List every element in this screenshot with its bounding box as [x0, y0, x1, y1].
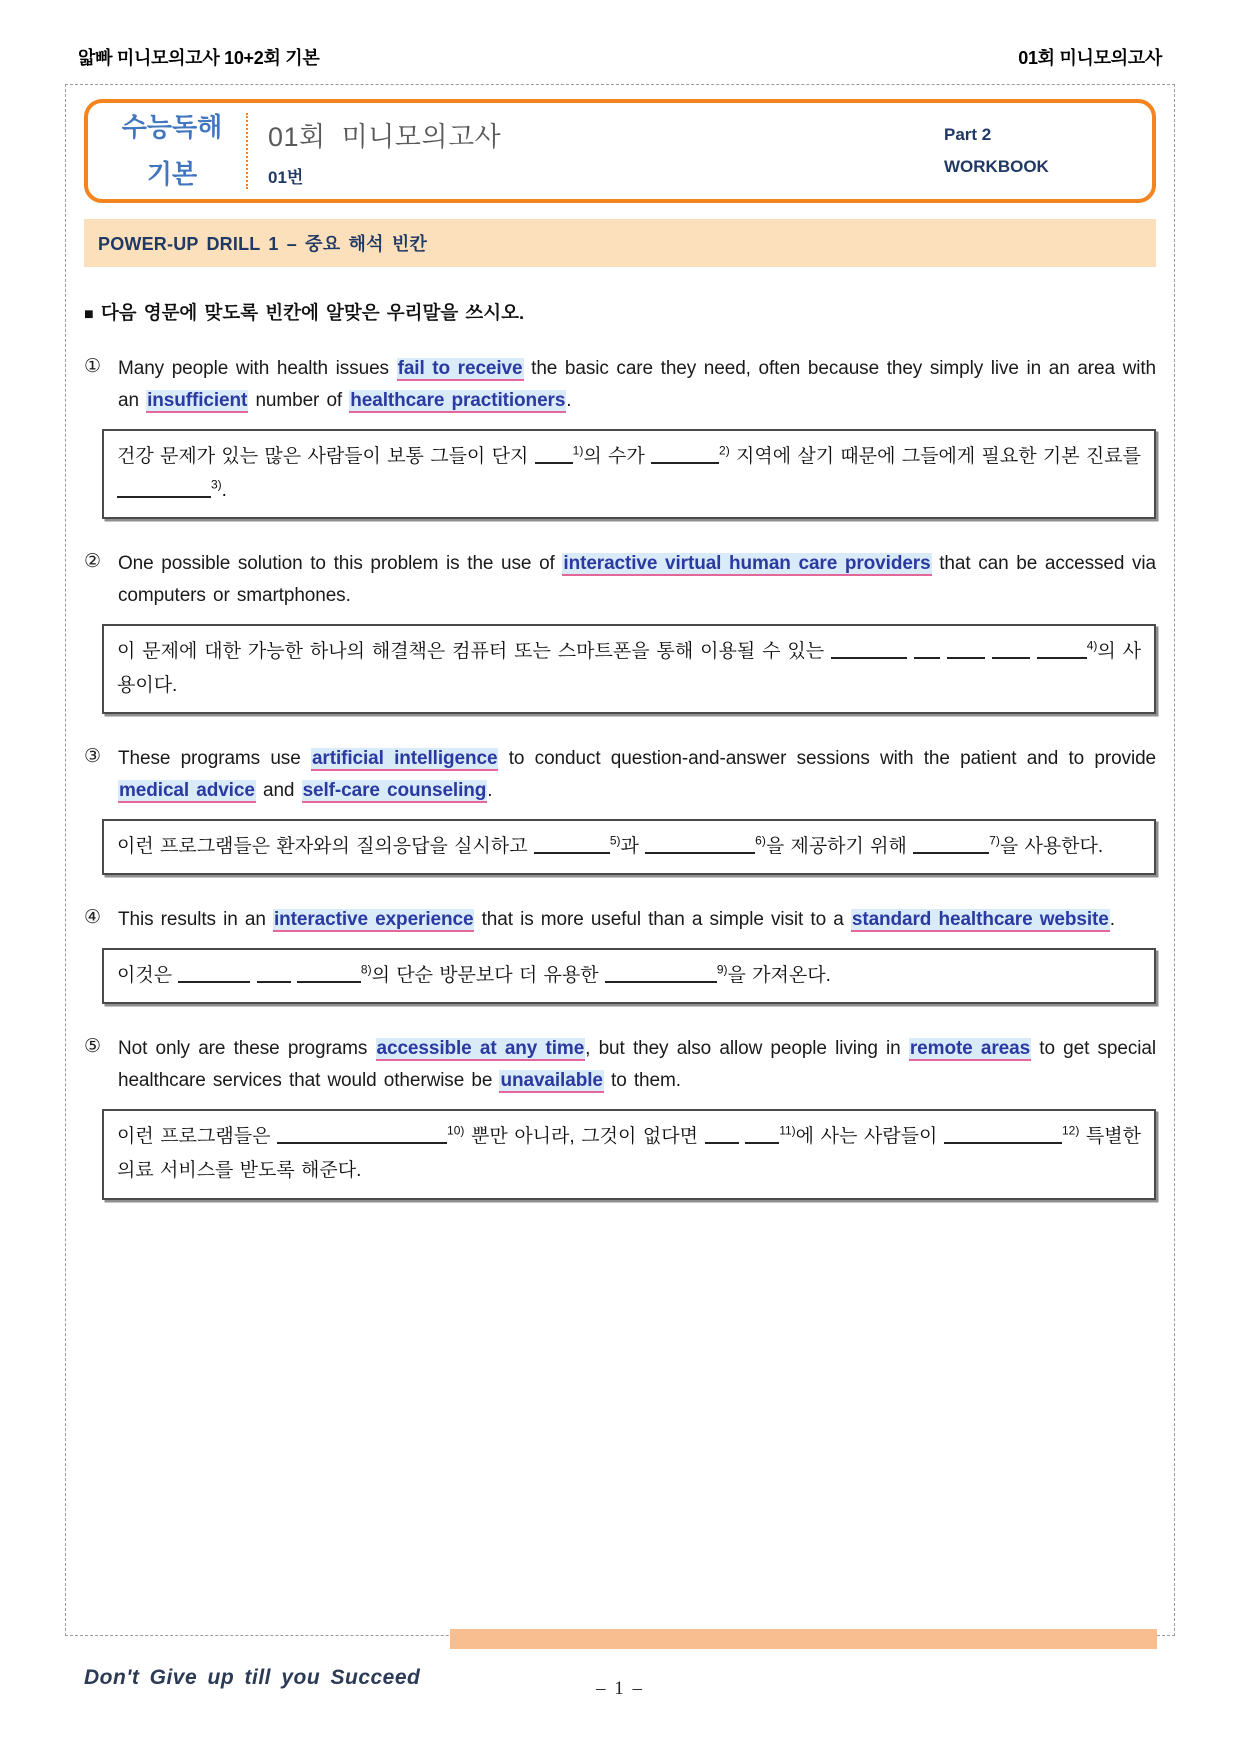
- answer-blank: [705, 1128, 739, 1144]
- highlighted-phrase: medical advice: [119, 780, 255, 802]
- item-number: ①: [84, 356, 102, 377]
- footnote-number: 6): [755, 833, 766, 848]
- item-korean: 이것은 $^{8)}$의 단순 방문보다 더 유용한 $^{9)}$을 가져온다.: [117, 962, 831, 987]
- item-korean-box: [102, 1109, 1156, 1199]
- doc-header-right: 01회 미니모의고사: [1018, 48, 1162, 68]
- highlighted-phrase: interactive virtual human care providers: [563, 553, 931, 575]
- answer-blank: [534, 838, 610, 854]
- item-korean: 건강 문제가 있는 많은 사람들이 보통 그들이 단지 $^{1)}$의 수가 $^{2)}$ 지역에 살기 때문에 그들에게 필요한 기본 진료를 $^{3)}$.: [117, 443, 1141, 501]
- footnote-number: 11): [779, 1123, 796, 1138]
- square-bullet-icon: ■: [84, 306, 94, 323]
- footnote-number: 5): [609, 833, 621, 848]
- footnote-number: 2): [719, 443, 730, 458]
- drill-item: [84, 1033, 1156, 1199]
- drill-item: [84, 353, 1156, 519]
- answer-blank: [944, 1128, 1062, 1144]
- answer-blank: [257, 967, 291, 983]
- highlighted-phrase: remote areas: [909, 1038, 1031, 1060]
- item-korean-box: [102, 624, 1156, 714]
- highlighted-phrase: fail to receive: [397, 358, 523, 379]
- item-korean: 이런 프로그램들은 $^{10)}$ 뿐만 아니라, 그것이 없다면 $^{11)}$에 사는 사람들이 $^{12)}$ 특별한 의료 서비스를 받도록 해준다.: [117, 1123, 1141, 1182]
- answer-blank: [605, 967, 717, 983]
- round-title: 01회 미니모의고사: [268, 121, 502, 152]
- instruction-text: 다음 영문에 맞도록 빈칸에 알맞은 우리말을 쓰시오.: [100, 302, 525, 323]
- answer-blank: [831, 643, 907, 659]
- answer-blank: [535, 448, 573, 464]
- footnote-number: 3): [211, 477, 222, 492]
- part-label: Part 2: [944, 124, 992, 144]
- answer-blank: [1037, 643, 1087, 659]
- answer-blank: [914, 643, 940, 659]
- item-korean-box: [102, 429, 1156, 519]
- highlighted-phrase: healthcare practitioners: [350, 389, 566, 411]
- highlighted-phrase: self-care counseling: [302, 780, 487, 802]
- drill-item: [84, 904, 1156, 1004]
- highlighted-phrase: accessible at any time: [376, 1038, 585, 1060]
- footnote-number: 8): [360, 962, 372, 977]
- answer-blank: [651, 448, 719, 464]
- item-english: Many people with health issues fail to receive the basic care they need, often because they simply live in an area with an insufficient number of healthcare practitioners.: [118, 358, 1156, 411]
- footnote-number: 9): [716, 962, 728, 977]
- footnote-number: 4): [1086, 638, 1098, 653]
- item-number: ⑤: [84, 1036, 102, 1058]
- footer-motto: Don't Give up till you Succeed: [84, 1666, 421, 1689]
- answer-blank: [992, 643, 1030, 659]
- drill-items: [84, 353, 1156, 1200]
- answer-blank: [947, 643, 985, 659]
- item-english: One possible solution to this problem is the use of interactive virtual human care providers that can be accessed via computers or smartphones.: [118, 553, 1156, 607]
- item-english: These programs use artificial intelligence to conduct question-and-answer sessions with the patient and to provide medical advice and self-care counseling.: [118, 748, 1156, 802]
- item-number: ④: [84, 907, 102, 929]
- answer-blank: [745, 1128, 779, 1144]
- question-number: 01번: [268, 167, 304, 187]
- page-number: – 1 –: [596, 1678, 644, 1699]
- highlighted-phrase: interactive experience: [274, 909, 474, 931]
- title-box: [84, 99, 1156, 203]
- item-korean-box: [102, 948, 1156, 1004]
- drill-item: [84, 743, 1156, 875]
- doc-header: [65, 44, 1175, 84]
- footnote-number: 1): [572, 443, 584, 458]
- title-right: [944, 119, 1134, 184]
- series-line1: 수능독해: [121, 112, 223, 143]
- title-divider: [246, 113, 248, 189]
- item-korean: 이런 프로그램들은 환자와의 질의응답을 실시하고 $^{5)}$과 $^{6)}$을 제공하기 위해 $^{7)}$을 사용한다.: [117, 833, 1104, 858]
- answer-blank: [645, 838, 755, 854]
- instruction: [84, 299, 1156, 325]
- highlighted-phrase: standard healthcare website: [851, 909, 1109, 931]
- footer-accent-bar: [450, 1629, 1157, 1649]
- book-label: WORKBOOK: [944, 157, 1049, 176]
- highlighted-phrase: unavailable: [500, 1070, 603, 1092]
- item-number: ③: [84, 746, 102, 768]
- answer-blank: [913, 838, 989, 854]
- series-label: [98, 104, 246, 198]
- item-english: This results in an interactive experience that is more useful than a simple visit to a standard healthcare website.: [118, 909, 1115, 931]
- answer-blank: [277, 1128, 447, 1144]
- drill-banner: POWER-UP DRILL 1 – 중요 해석 빈칸: [84, 219, 1156, 267]
- item-english: Not only are these programs accessible at any time, but they also allow people living in remote areas to get special healthcare services that would otherwise be unavailable to them.: [118, 1038, 1156, 1092]
- answer-blank: [297, 967, 361, 983]
- footnote-number: 12): [1061, 1123, 1080, 1138]
- answer-blank: [178, 967, 250, 983]
- footnote-number: 7): [989, 833, 1000, 848]
- item-korean-box: [102, 819, 1156, 875]
- footnote-number: 10): [447, 1123, 465, 1138]
- doc-header-left: 앏빠 미니모의고사 10+2회 기본: [78, 48, 320, 68]
- item-korean: 이 문제에 대한 가능한 하나의 해결책은 컴퓨터 또는 스마트폰을 통해 이용될 수 있는 $^{4)}$의 사용이다.: [117, 638, 1141, 697]
- series-line2: 기본: [146, 159, 198, 189]
- content-frame: [65, 84, 1175, 1636]
- highlighted-phrase: insufficient: [147, 389, 248, 411]
- answer-blank: [117, 482, 211, 498]
- item-number: ②: [84, 551, 102, 573]
- drill-item: [84, 548, 1156, 714]
- highlighted-phrase: artificial intelligence: [311, 748, 498, 770]
- title-mid: [252, 115, 944, 188]
